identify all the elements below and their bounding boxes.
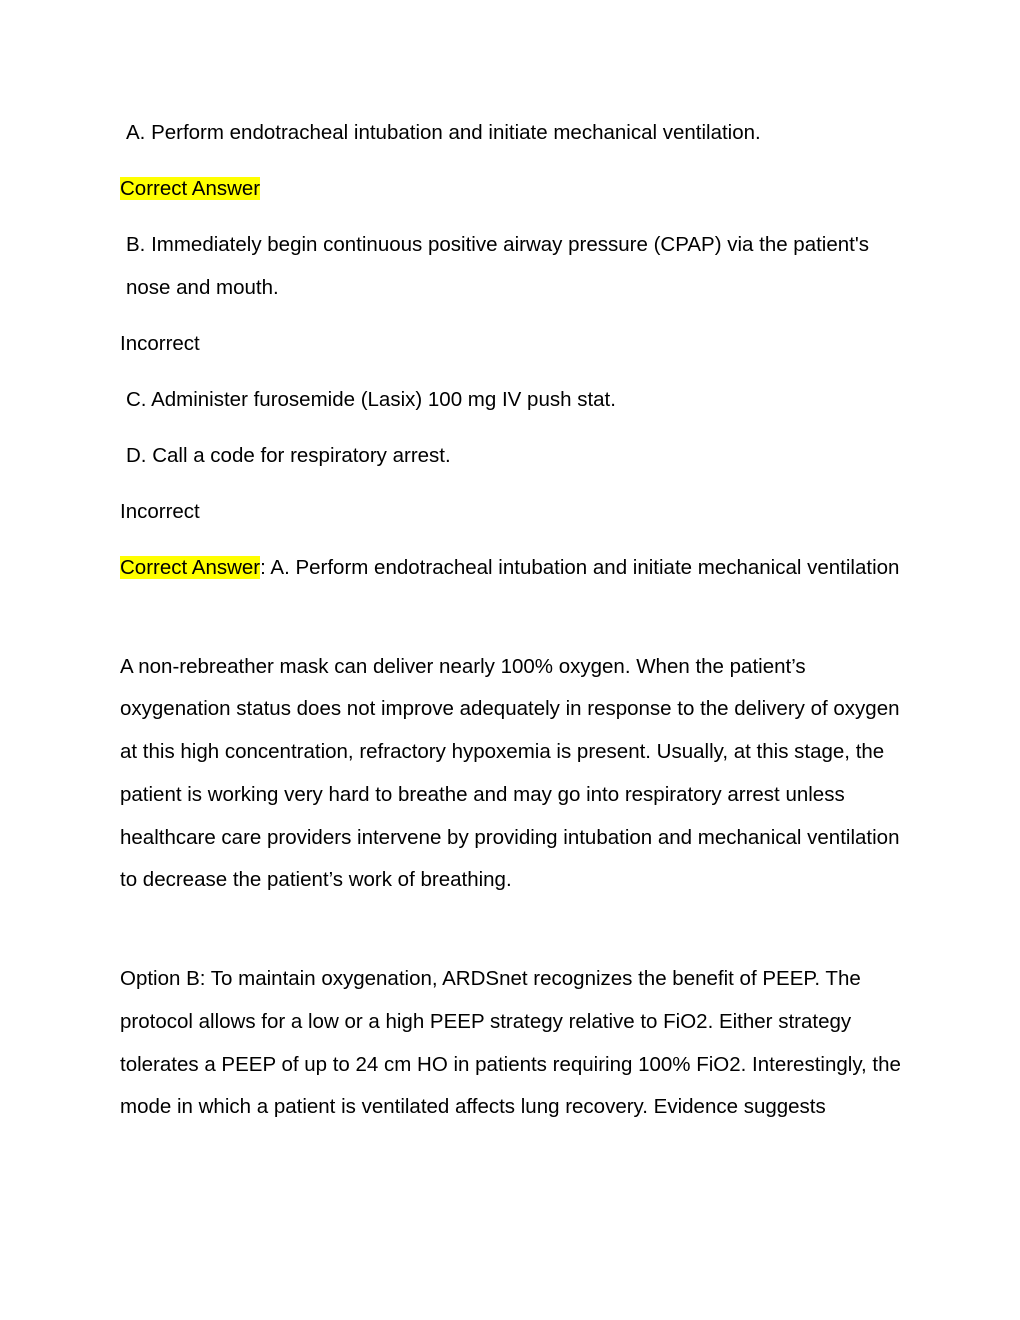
incorrect-marker-2: Incorrect — [120, 499, 200, 523]
option-b: B. Immediately begin continuous positive airway pressure (CPAP) via the patient's nose and mouth. — [126, 233, 870, 299]
incorrect-marker-1: Incorrect — [120, 331, 200, 355]
correct-answer-marker — [120, 168, 910, 211]
answer-summary-text: : A. Perform endotracheal intubation and initiate mechanical ventilation — [260, 555, 900, 579]
answer-summary — [120, 547, 910, 590]
option-a: A. Perform endotracheal intubation and initiate mechanical ventilation. — [126, 121, 761, 144]
spacer — [120, 603, 910, 646]
option-c: C. Administer furosemide (Lasix) 100 mg IV push stat. — [126, 387, 616, 411]
correct-answer-highlight: Correct Answer — [120, 177, 261, 200]
spacer — [120, 915, 910, 958]
document-page — [120, 112, 910, 1142]
rationale-paragraph: A non-rebreather mask can deliver nearly 100% oxygen. When the patient’s oxygenation status does not improve adequately in response to the delivery of oxygen at this high concentration, refractory hypoxemia is present. Usually, at this stage, the patient is working very hard to breathe and may go into respiratory arrest unless healthcare care providers intervene by providing intubation and mechanical ventilation to decrease the patient’s work of breathing. — [120, 654, 900, 892]
option-b-rationale-paragraph: Option B: To maintain oxygenation, ARDSnet recognizes the benefit of PEEP. The protocol allows for a low or a high PEEP strategy relative to FiO2. Either strategy tolerates a PEEP of up to 24 cm HO in patients requiring 100% FiO2. Interestingly, the mode in which a patient is ventilated affects lung recovery. Evidence suggests — [120, 967, 901, 1119]
option-d: D. Call a code for respiratory arrest. — [126, 443, 451, 467]
answer-summary-highlight: Correct Answer — [120, 555, 261, 579]
